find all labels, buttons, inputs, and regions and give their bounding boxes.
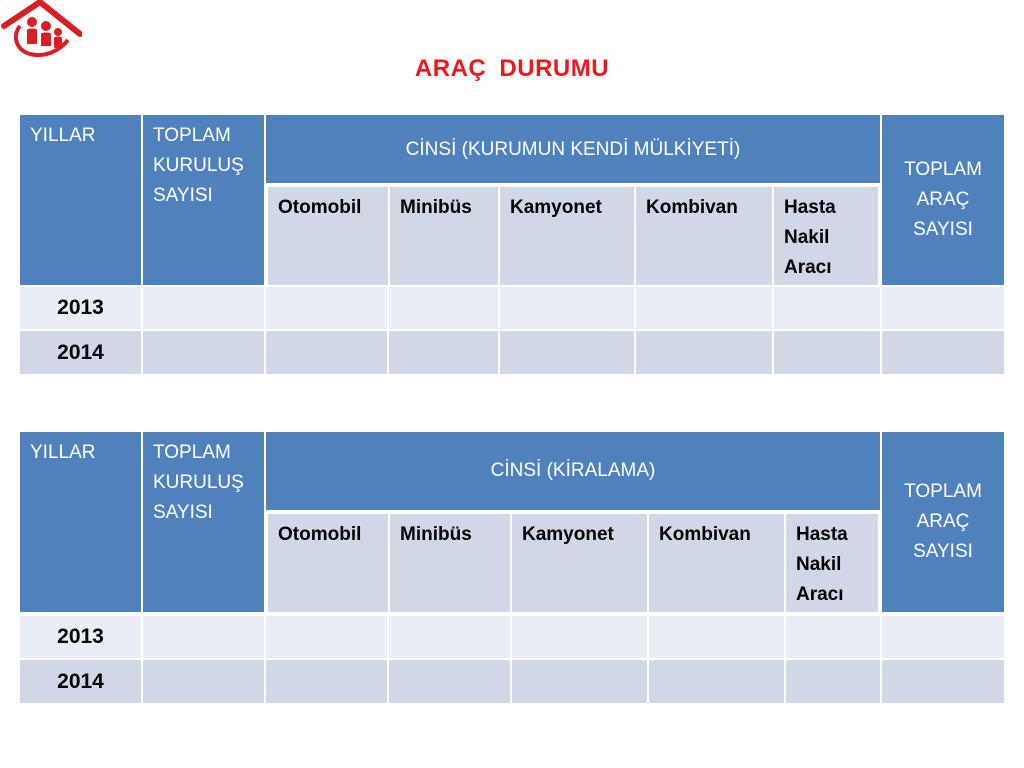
table-cell	[786, 660, 880, 703]
table-cell	[389, 287, 498, 329]
table-cell	[649, 616, 784, 658]
table-cell	[649, 660, 784, 703]
table-cell	[143, 660, 264, 703]
table-cell	[636, 331, 772, 374]
subheader-hasta-nakil: Hasta Nakil Aracı	[774, 187, 878, 285]
table-cell	[774, 331, 880, 374]
subheader-kombivan: Kombivan	[649, 514, 784, 612]
vehicle-table-owned	[20, 115, 1004, 375]
table-cell	[636, 287, 772, 329]
subheader-minibus: Minibüs	[390, 514, 510, 612]
table-cell	[882, 616, 1004, 658]
subheader-kombivan: Kombivan	[636, 187, 772, 285]
table-cell	[786, 616, 880, 658]
header-toplam-arac: TOPLAM ARAÇ SAYISI	[882, 115, 1004, 285]
header-yillar: YILLAR	[20, 432, 141, 612]
table-cell	[266, 660, 387, 703]
table-cell	[500, 331, 634, 374]
table-cell	[266, 287, 387, 329]
subheader-kamyonet: Kamyonet	[512, 514, 647, 612]
table-cell	[143, 331, 264, 374]
row-year-label: 2014	[20, 331, 141, 374]
page-title: ARAÇ DURUMU	[414, 55, 610, 82]
header-toplam-kurulus: TOPLAM KURULUŞ SAYISI	[143, 432, 264, 612]
header-toplam-kurulus: TOPLAM KURULUŞ SAYISI	[143, 115, 264, 285]
table-cell	[774, 287, 880, 329]
table-cell	[500, 287, 634, 329]
table-cell	[266, 616, 387, 658]
header-cinsi-group: CİNSİ (KURUMUN KENDİ MÜLKİYETİ)	[266, 115, 880, 183]
table-cell	[266, 331, 387, 374]
subheader-kamyonet: Kamyonet	[500, 187, 634, 285]
table-cell	[512, 616, 647, 658]
table-cell	[389, 616, 510, 658]
table-cell	[143, 287, 264, 329]
row-year-label: 2014	[20, 660, 141, 703]
table-cell	[389, 660, 510, 703]
header-yillar: YILLAR	[20, 115, 141, 285]
table-cell	[882, 660, 1004, 703]
subheader-otomobil: Otomobil	[268, 514, 388, 612]
table-cell	[882, 331, 1004, 374]
row-year-label: 2013	[20, 616, 141, 658]
table-cell	[389, 331, 498, 374]
row-year-label: 2013	[20, 287, 141, 329]
header-toplam-arac: TOPLAM ARAÇ SAYISI	[882, 432, 1004, 612]
family-house-logo-icon	[0, 0, 82, 62]
table-cell	[143, 616, 264, 658]
subheader-otomobil: Otomobil	[268, 187, 388, 285]
subheader-hasta-nakil: Hasta Nakil Aracı	[786, 514, 878, 612]
table-cell	[882, 287, 1004, 329]
table-cell	[512, 660, 647, 703]
vehicle-table-rented	[20, 432, 1004, 704]
header-cinsi-group: CİNSİ (KİRALAMA)	[266, 432, 880, 510]
subheader-minibus: Minibüs	[390, 187, 498, 285]
